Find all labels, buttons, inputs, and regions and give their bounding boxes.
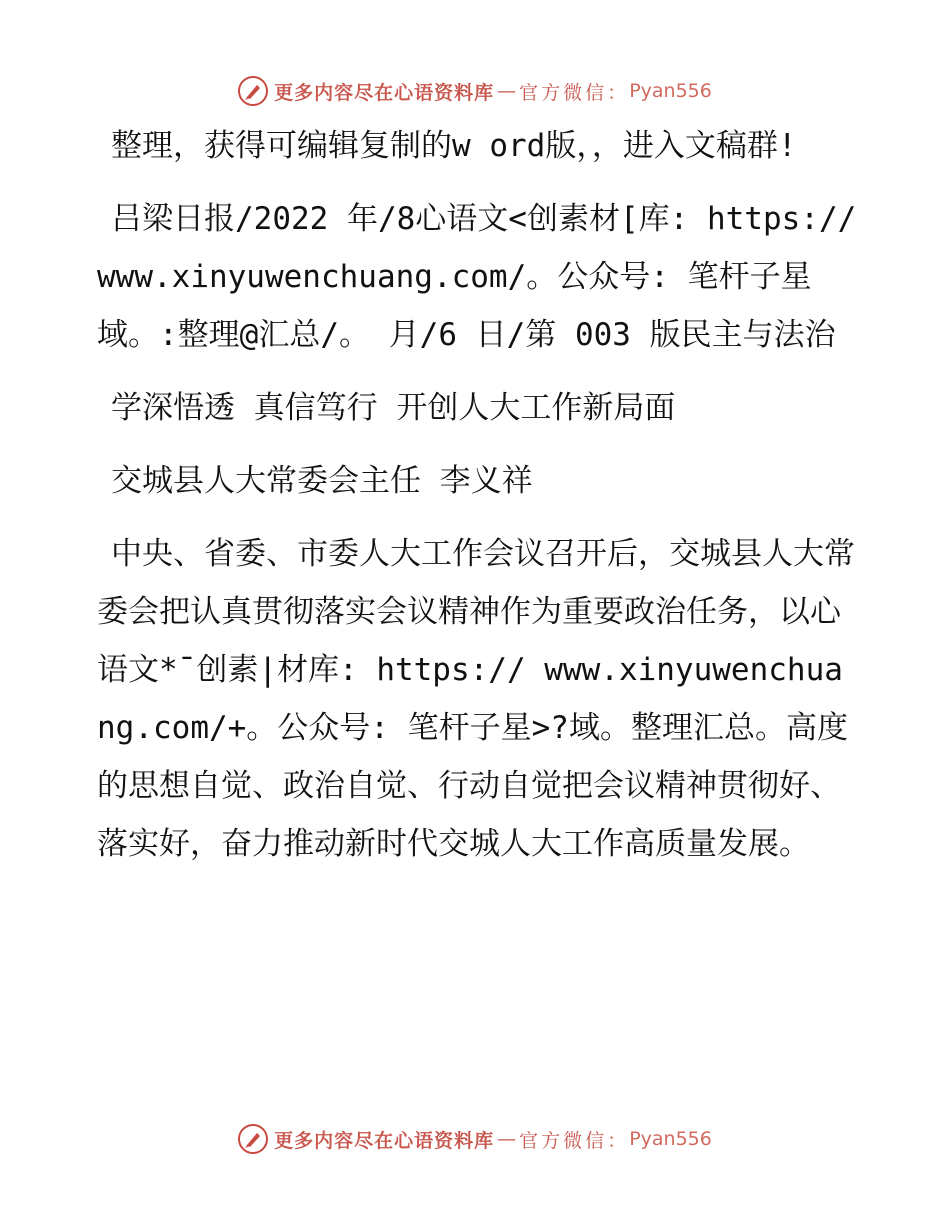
banner-id-text: Pyan556: [629, 80, 712, 102]
banner-dash: —: [497, 1128, 517, 1150]
pen-logo-icon: [238, 76, 268, 106]
banner-sub-text: 官方微信：: [519, 81, 630, 104]
banner-sub-text: 官方微信：: [519, 1129, 630, 1152]
footer-banner: [0, 1119, 950, 1159]
paragraph-source: 吕梁日报/2022 年/8心语文<创素材[库: https://www.xinyuwenchuang.com/。公众号: 笔杆子星域。:整理@汇总/。 月/6 日/第 003 版民主与法治: [97, 201, 857, 353]
paragraph-body: 中央、省委、市委人大工作会议召开后，交城县人大常委会把认真贯彻落实会议精神作为重要政治任务，以心语文*¯创素|材库: https:// www.xinyuwenchuang.com/+。公众号: 笔杆子星>?域。整理汇总。高度的思想自觉、政治自觉、行动自觉把会议精神贯彻好、落实好，奋力推动新时代交城人大工作高质量发展。: [97, 536, 855, 862]
banner-dash: —: [497, 80, 517, 102]
header-banner: [0, 71, 950, 111]
banner-id-text: Pyan556: [629, 1128, 712, 1150]
article-title: 学深悟透 真信笃行 开创人大工作新局面: [111, 390, 676, 426]
banner-main-text: 更多内容尽在心语资料库: [274, 81, 495, 104]
pen-logo-icon: [238, 1124, 268, 1154]
banner-main-text: 更多内容尽在心语资料库: [274, 1129, 495, 1152]
paragraph-intro: 整理，获得可编辑复制的w ord版，，进入文稿群!: [111, 128, 797, 164]
article-author: 交城县人大常委会主任 李义祥: [111, 463, 533, 499]
document-body: [97, 117, 857, 873]
